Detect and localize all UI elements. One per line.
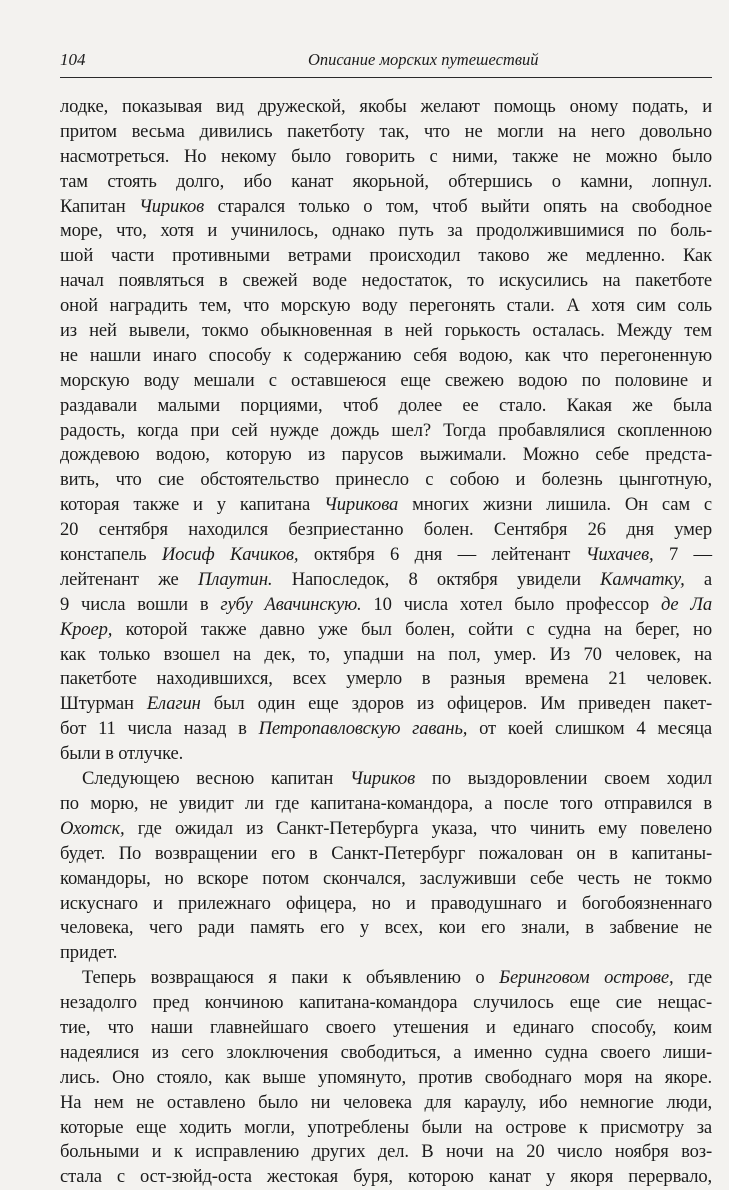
text-segment: Следующею весною капитан [82,768,351,790]
italic-segment: де Ла [660,593,712,615]
text-line [60,817,712,842]
text-segment: надеялися из сего злоключения свободиться, а именно судна своего лиши- [60,1041,712,1063]
text-line [60,1116,712,1141]
text-line [60,468,712,493]
text-line [60,568,712,593]
text-segment: а [684,568,713,590]
text-segment: лейтенант же [60,568,198,590]
text-segment: больными и к исправлению других дел. В ночи на 20 число ноября воз- [60,1141,712,1163]
text-segment: которая также и у капитана [60,494,325,516]
italic-segment: Кроер, [60,618,113,640]
text-line [60,195,712,220]
text-segment: 10 числа хотел было профессор [361,593,661,615]
text-line [60,269,712,294]
running-head [60,48,712,74]
running-title: Описание морских путешествий [308,50,539,69]
text-line [60,543,712,568]
text-segment: не нашли инаго способу к содержанию себя водою, как что перегоненную [60,344,712,366]
text-segment: октября 6 дня — лейтенант [298,544,586,566]
text-line [60,1066,712,1091]
italic-segment: Чириков [350,768,416,790]
text-line [60,145,712,170]
text-segment: там стоять долго, ибо канат якорьной, обтершись о камни, лопнул. [60,170,712,192]
text-segment: раздавали малыми порциями, чтоб долее ее стало. Какая же была [60,394,712,416]
text-line [60,966,712,991]
text-segment: многих жизни лишила. Он сам с [398,494,712,516]
text-segment: вить, что сие обстоятельство принесло с собою и болезнь цынготную, [60,469,712,491]
text-segment: человека, чего ради память его у всех, кои его знали, в забвение не [60,917,712,939]
text-segment: по выздоровлении своем ходил [415,768,712,790]
italic-segment: Плаутин. [197,568,273,590]
text-line [60,1016,712,1041]
page-number: 104 [60,50,86,69]
text-line [60,742,712,767]
text-segment: из ней вывели, токмо обыкновенная в ней горькость осталась. Между тем [60,320,712,342]
text-line [60,991,712,1016]
italic-segment: Охотск, [60,817,125,839]
text-line [60,493,712,518]
text-segment: которые еще ходить могли, употреблены были на острове к присмотру за [60,1116,712,1138]
text-segment: море, что, хотя и учинилось, однако путь за продолжившимися по боль- [60,220,712,242]
text-line [60,941,712,966]
italic-segment: Чихачев, [585,544,654,566]
text-line [60,443,712,468]
text-line [60,618,712,643]
text-segment: морскую воду мешали с оставшеюся еще свежею водою по половине и [60,369,712,391]
header-rule [60,77,712,78]
text-segment: незадолго пред кончиною капитана-командора случилось еще сие нещас- [60,992,712,1014]
text-segment: по морю, не увидит ли где капитана-командора, а после того отправился в [60,792,712,814]
text-line [60,792,712,817]
italic-segment: Елагин [146,693,201,715]
text-line [60,692,712,717]
text-segment: 9 числа вошли в [60,593,221,615]
text-segment: начал появляться в свежей воде недостаток, то искусились на пакетботе [60,270,712,292]
italic-segment: Беринговом острове, [499,967,674,989]
italic-segment: Иосиф Качиков, [161,544,299,566]
text-segment: Теперь возвращаюся я паки к объявлению о [82,967,500,989]
text-line [60,294,712,319]
text-line [60,1140,712,1165]
text-segment: был один еще здоров из офицеров. Им приведен пакет- [200,693,712,715]
italic-segment: Чирикова [324,494,399,516]
text-segment: притом весьма дивились пакетботу так, что не могли на него довольно [60,120,712,142]
text-segment: придет. [60,942,118,964]
text-line [60,767,712,792]
text-line [60,667,712,692]
text-line [60,394,712,419]
text-line [60,916,712,941]
text-line [60,344,712,369]
text-segment: от коей слишком 4 месяца [467,718,713,740]
text-segment: лодке, показывая вид дружеской, якобы желают помощь оному подать, и [60,96,712,117]
text-line [60,717,712,742]
text-line [60,518,712,543]
text-segment: тие, что наши главнейшаго своего утешения и единаго способу, коим [60,1016,712,1038]
text-segment: лись. Оно стояло, как выше упомянуто, против свободнаго моря на якоре. [60,1066,712,1088]
text-segment: констапель [60,544,162,566]
italic-segment: Чириков [139,195,205,217]
text-segment: где ожидал из Санкт-Петербурга указа, что чинить ему повелено [124,817,712,839]
text-line [60,593,712,618]
text-segment: 7 — [653,544,712,566]
text-line [60,867,712,892]
text-line [60,419,712,444]
text-segment: пакетботе находившихся, всех умерло в разныя времена 21 человек. [60,668,712,690]
text-line [60,319,712,344]
text-segment: Капитан [60,195,140,217]
text-segment: Напоследок, 8 октября увидели [272,568,601,590]
text-line [60,120,712,145]
text-segment: бот 11 числа назад в [60,718,259,740]
text-segment: старался только о том, чтоб выйти опять на свободное [204,195,712,217]
text-line [60,842,712,867]
text-line [60,95,712,120]
text-line [60,219,712,244]
text-segment: будет. По возвращении его в Санкт-Петербург пожалован он в капитаны- [60,842,712,864]
text-segment: командоры, но вскоре потом скончался, заслуживши себе честь не токмо [60,867,712,889]
text-line [60,369,712,394]
italic-segment: Петропавловскую гавань, [258,718,468,740]
text-segment: были в отлучке. [60,743,184,765]
text-line [60,892,712,917]
text-segment: 20 сентября находился безприестанно болен. Сентября 26 дня умер [60,519,712,541]
italic-segment: губу Авачинскую. [220,593,362,615]
text-segment: радость, когда при сей нужде дождь шел? Тогда пробавлялися скопленною [60,419,712,441]
text-line [60,643,712,668]
text-segment: насмотреться. Но некому было говорить с ними, также не можно было [60,145,712,167]
text-segment: На нем не оставлено было ни человека для караулу, ибо немногие люди, [60,1091,712,1113]
text-segment: как только взошел на дек, то, упадши на пол, умер. Из 70 человек, на [60,643,712,665]
text-segment: стала с ост-зюйд-оста жестокая буря, которою канат у якоря перервало, [60,1166,712,1188]
text-segment: шой части противными ветрами происходил таково же медленно. Как [60,245,712,267]
text-line [60,170,712,195]
text-segment: оной наградить тем, что морскую воду перегонять стали. А хотя сим соль [60,295,712,317]
text-segment: Штурман [60,693,147,715]
italic-segment: Камчатку, [600,568,685,590]
text-line [60,1165,712,1190]
text-segment: дождевою водою, которую из парусов выжимали. Можно себе предста- [60,444,712,466]
text-segment: где [673,967,712,989]
text-segment: искуснаго и прилежнаго офицера, но и праводушнаго и богобоязненнаго [60,892,712,914]
text-segment: которой также давно уже был болен, сойти с судна на берег, но [112,618,712,640]
body-text [60,95,712,1190]
text-line [60,1091,712,1116]
text-line [60,244,712,269]
text-line [60,1041,712,1066]
